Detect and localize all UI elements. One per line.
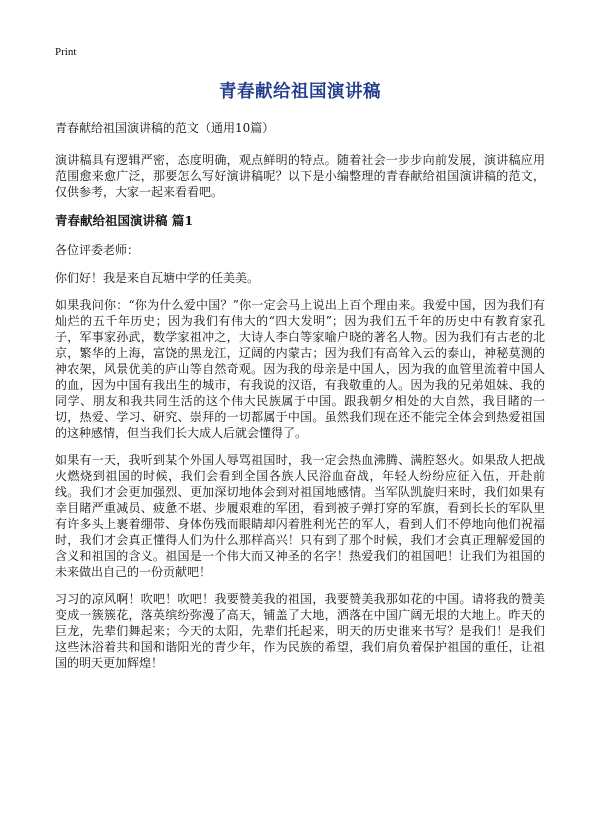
- section-heading: 青春献给祖国演讲稿 篇1: [55, 213, 194, 228]
- document-subtitle: 青春献给祖国演讲稿的范文（通用10篇）: [55, 121, 275, 135]
- body-paragraph: 如果有一天，我听到某个外国人辱骂祖国时，我一定会热血沸腾、满腔怒火。如果敌人把战火燃烧到祖国的时候，我们会看到全国各族人民浴血奋战，年轻人纷纷应征入伍，开赴前线。我们才会更加强烈、更加深切地体会到对祖国地感情。当军队凯旋归来时，我们如果有幸目睹严重减员、疲惫不堪、步履艰难的军团，看到被子弹打穿的军旗，看到长长的军队里有许多头上裹着绷带、身体伤残而眼睛却闪着胜利光芒的军人，看到人们不停地向他们祝福时，我们才会真正懂得人们为什么那样高兴！只有到了那个时候，我们才会真正理解爱国的含义和祖国的含义。祖国是一个伟大而又神圣的名字！热爱我们的祖国吧！让我们为祖国的未来做出自己的一份贡献吧！: [55, 453, 545, 579]
- salutation: 各位评委老师：: [55, 243, 140, 257]
- intro-paragraph: 演讲稿具有逻辑严密，态度明确，观点鲜明的特点。随着社会一步步向前发展，演讲稿应用范围愈来愈广泛，那要怎么写好演讲稿呢？以下是小编整理的青春献给祖国演讲稿的范文，仅供参考，大家一起来看看吧。: [55, 153, 545, 199]
- greeting: 你们好！我是来自瓦塘中学的任美美。: [55, 271, 260, 285]
- print-label: Print: [55, 46, 77, 58]
- body-paragraph: 如果我问你：“你为什么爱中国？”你一定会马上说出上百个理由来。我爱中国，因为我们有灿烂的五千年历史；因为我们有伟大的“四大发明”；因为我们五千年的历史中有教育家孔子，军事家孙武，数学家祖冲之，大诗人李白等家喻户晓的著名人物。因为我们有古老的北京，繁华的上海，富饶的黑龙江，辽阔的内蒙古；因为我们有高耸入云的泰山，神秘莫测的神农架，风景优美的庐山等自然奇观。因为我的母亲是中国人，因为我的血管里流着中国人的血，因为中国有我出生的城市，有我说的汉语，有我敬重的人。因为我的兄弟姐妹、我的 同学、朋友和我共同生活的这个伟大民族属于中国。跟我朝夕相处的大自然，我目睹的一切，热爱、学习、研究、崇拜的一切都属于中国。虽然我们现在还不能完全体会到热爱祖国的这种感情，但当我们长大成人后就会懂得了。: [55, 298, 545, 440]
- document-title: 青春献给祖国演讲稿: [219, 82, 381, 102]
- body-paragraph: 习习的凉风啊！吹吧！吹吧！我要赞美我的祖国，我要赞美我那如花的中国。请将我的赞美变成一簇簇花，落英缤纷弥漫了高天，铺盖了大地，洒落在中国广阔无垠的大地上。昨天的巨龙，先辈们舞起来；今天的太阳，先辈们托起来，明天的历史谁来书写？是我们！是我们这些沐浴着共和国和谐阳光的青少年，作为民族的希望，我们肩负着保护祖国的重任，让祖国的明天更加辉煌！: [55, 592, 545, 670]
